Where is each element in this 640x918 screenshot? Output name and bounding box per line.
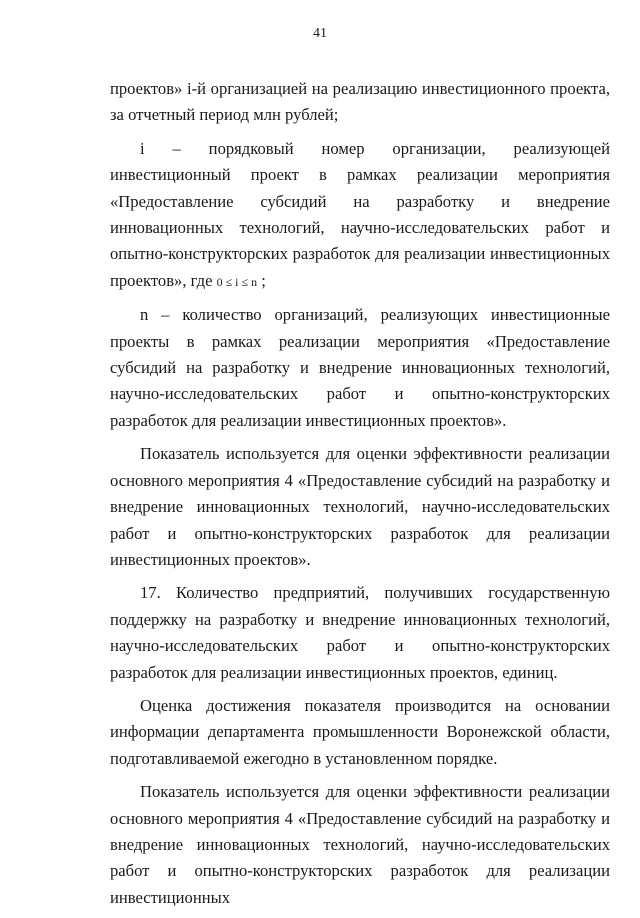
paragraph-i-definition-text: i – порядковый номер организации, реализующей инвестиционный проект в рамках реализации мероприятия «Предоставление субсидий на разработку и внедрение инновационных технологий, научно-исследовательских работ и опытно-конструкторских разработок для реализации инвестиционных проектов», где (110, 138, 610, 290)
index-range-formula: 0 ≤ i ≤ n (216, 274, 258, 289)
paragraph-i-definition (110, 136, 610, 295)
paragraph-continuation: проектов» i-й организацией на реализацию инвестиционного проекта, за отчетный период млн рублей; (110, 79, 610, 125)
page-number: 41 (313, 26, 327, 41)
paragraph-assessment: Оценка достижения показателя производится на основании информации департамента промышленности Воронежской области, подготавливаемой ежегодно в установленном порядке. (110, 695, 610, 768)
document-body (110, 76, 610, 918)
paragraph-indicator-usage-2: Показатель используется для оценки эффективности реализации основного мероприятия 4 «Предоставление субсидий на разработку и внедрение инновационных технологий, научно-исследовательских работ и опытно-конструкторских разработок для реализации инвестиционных (110, 782, 610, 907)
paragraph-indicator-usage: Показатель используется для оценки эффективности реализации основного мероприятия 4 «Предоставление субсидий на разработку и внедрение инновационных технологий, научно-исследовательских работ и опытно-конструкторских разработок для реализации инвестиционных проектов». (110, 444, 610, 569)
paragraph-item-17: 17. Количество предприятий, получивших государственную поддержку на разработку и внедрение инновационных технологий, научно-исследовательских работ и опытно-конструкторских разработок для реализации инвестиционных проектов, единиц. (110, 583, 610, 682)
paragraph-i-definition-suffix: ; (261, 270, 266, 290)
paragraph-n-definition: n – количество организаций, реализующих инвестиционные проекты в рамках реализации мероприятия «Предоставление субсидий на разработку и внедрение инновационных технологий, научно-исследовательских работ и опытно-конструкторских разработок для реализации инвестиционных проектов». (110, 305, 610, 430)
